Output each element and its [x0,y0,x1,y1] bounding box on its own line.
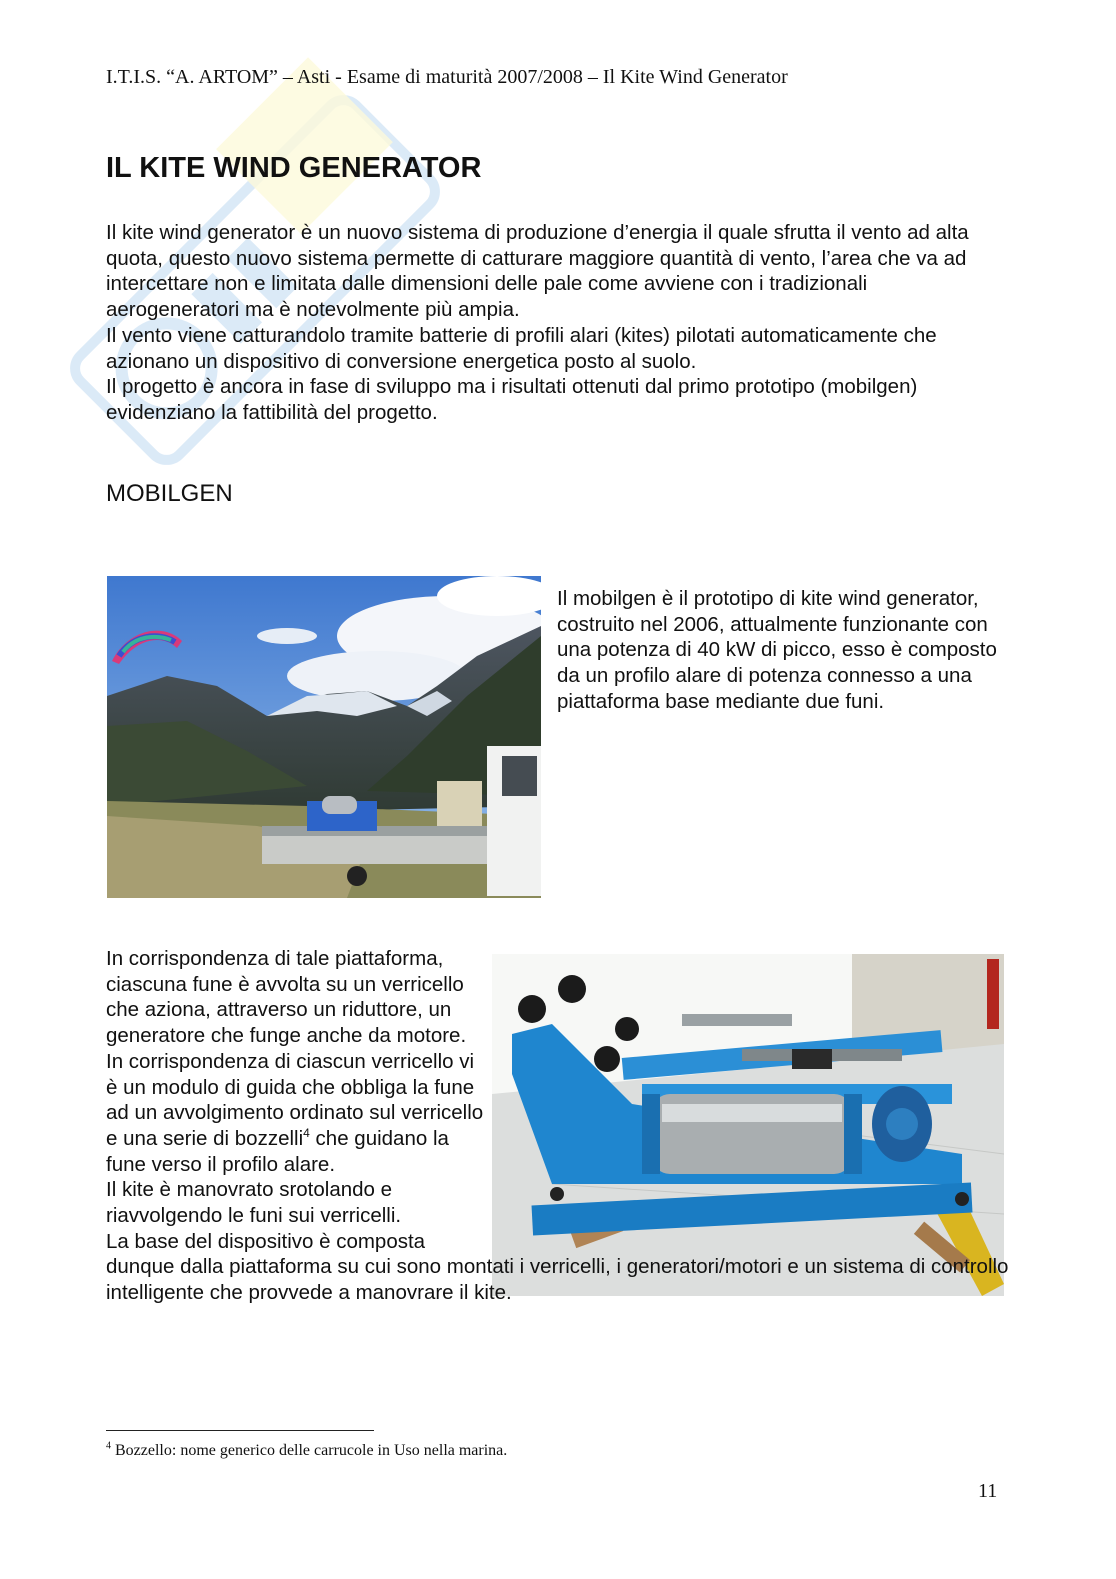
section-title-mobilgen: MOBILGEN [106,480,233,507]
page-header: I.T.I.S. “A. ARTOM” – Asti - Esame di maturità 2007/2008 – Il Kite Wind Generator [106,66,788,88]
footnote [106,1442,1006,1460]
page-title: IL KITE WIND GENERATOR [106,152,482,184]
platform-description [106,946,486,1177]
intro-paragraph: Il progetto è ancora in fase di sviluppo ma i risultati ottenuti dal primo prototipo (mobilgen) evidenziano la fattibilità del progetto. [106,375,918,424]
platform-text: In corrispondenza di tale piattaforma, ciascuna fune è avvolta su un verricello che aziona, attraverso un riduttore, un generatore che funge anche da motore. In corrispondenza di ciascun verricello vi è un modulo di guida che obbliga la fune ad un avvolgimento ordinato sul verricello e una serie di bozzelli [106,947,484,1150]
page-number: 11 [978,1480,998,1502]
base-description-start: La base del dispositivo è composta [106,1229,426,1253]
footnote-reference: 4 [303,1126,310,1141]
mobilgen-description: Il mobilgen è il prototipo di kite wind generator, costruito nel 2006, attualmente funzionante con una potenza di 40 kW di picco, esso è composto da un profilo alare di potenza connesso a una piattaforma base mediante due funi. [557,587,997,713]
footnote-text: Bozzello: nome generico delle carrucole in Uso nella marina. [111,1442,508,1459]
mountain-kite-image [107,576,541,898]
intro-paragraph: Il kite wind generator è un nuovo sistema di produzione d’energia il quale sfrutta il vento ad alta quota, questo nuovo sistema permette di catturare maggiore quantità di vento, l’area che va ad intercettare non e limitata dalle dimensioni delle pale come avviene con i tradizionali aerogeneratori ma è notevolmente più ampia. [106,221,969,322]
intro-paragraph: Il vento viene catturandolo tramite batterie di profili alari (kites) pilotati automaticamente che azionano un dispositivo di conversione energetica posto al suolo. [106,323,937,373]
mobilgen-photo [107,576,541,898]
footnote-divider [106,1430,374,1431]
kite-maneuver-text: Il kite è manovrato srotolando e riavvolgendo le funi sui verricelli. [106,1178,402,1228]
base-description-end: dunque dalla piattaforma su cui sono montati i verricelli, i generatori/motori e un sistema di controllo intelligente che provvede a manovrare il kite. [106,1255,1009,1305]
footnote-number: 4 [106,1440,111,1452]
platform-text-cont: che guidano la fune verso il profilo alare. [106,1126,449,1176]
intro-section [106,220,1006,426]
platform-section [106,946,1011,1306]
